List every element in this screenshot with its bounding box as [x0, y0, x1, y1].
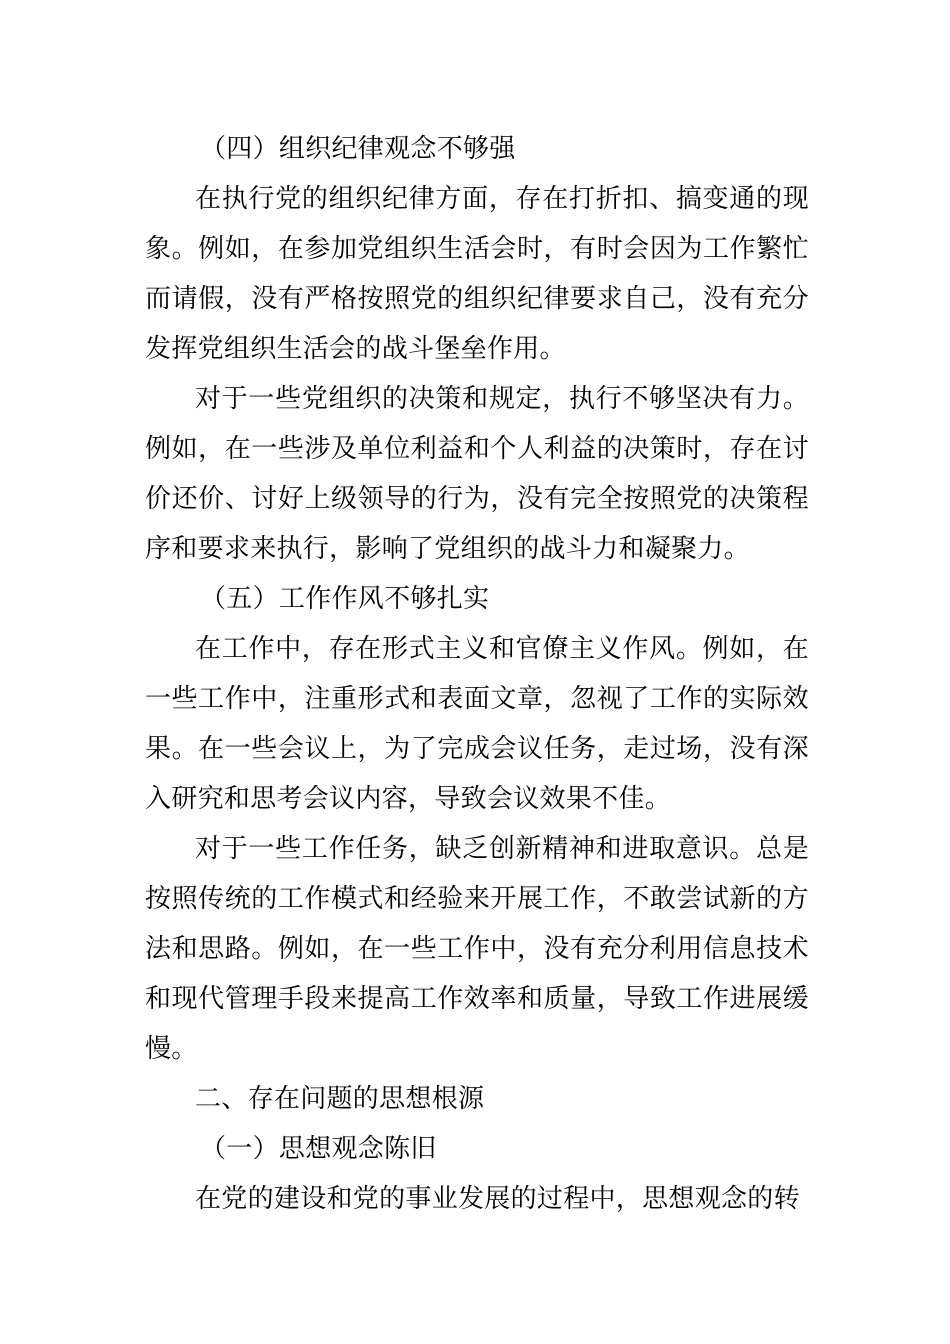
body-paragraph: 对于一些工作任务，缺乏创新精神和进取意识。总是按照传统的工作模式和经验来开展工作，不敢尝试新的方法和思路。例如，在一些工作中，没有充分利用信息技术和现代管理手段来提高工作效率和质量，导致工作进展缓慢。: [145, 834, 809, 1064]
chapter-heading-2: 二、存在问题的思想根源: [195, 1084, 485, 1114]
section-heading-4: （四）组织纪律观念不够强: [200, 134, 516, 164]
section-heading-5: （五）工作作风不够扎实: [200, 584, 490, 614]
body-paragraph: 在党的建设和党的事业发展的过程中，思想观念的转: [195, 1184, 800, 1214]
body-paragraph: 在工作中，存在形式主义和官僚主义作风。例如，在一些工作中，注重形式和表面文章，忽视了工作的实际效果。在一些会议上，为了完成会议任务，走过场，没有深入研究和思考会议内容，导致会议效果不佳。: [145, 634, 809, 814]
document-body: [145, 124, 809, 1224]
body-paragraph: 在执行党的组织纪律方面，存在打折扣、搞变通的现象。例如，在参加党组织生活会时，有时会因为工作繁忙而请假，没有严格按照党的组织纪律要求自己，没有充分发挥党组织生活会的战斗堡垒作用。: [145, 184, 809, 364]
section-heading-1: （一）思想观念陈旧: [200, 1134, 437, 1164]
body-paragraph: 对于一些党组织的决策和规定，执行不够坚决有力。例如，在一些涉及单位利益和个人利益的决策时，存在讨价还价、讨好上级领导的行为，没有完全按照党的决策程序和要求来执行，影响了党组织的战斗力和凝聚力。: [145, 384, 809, 564]
